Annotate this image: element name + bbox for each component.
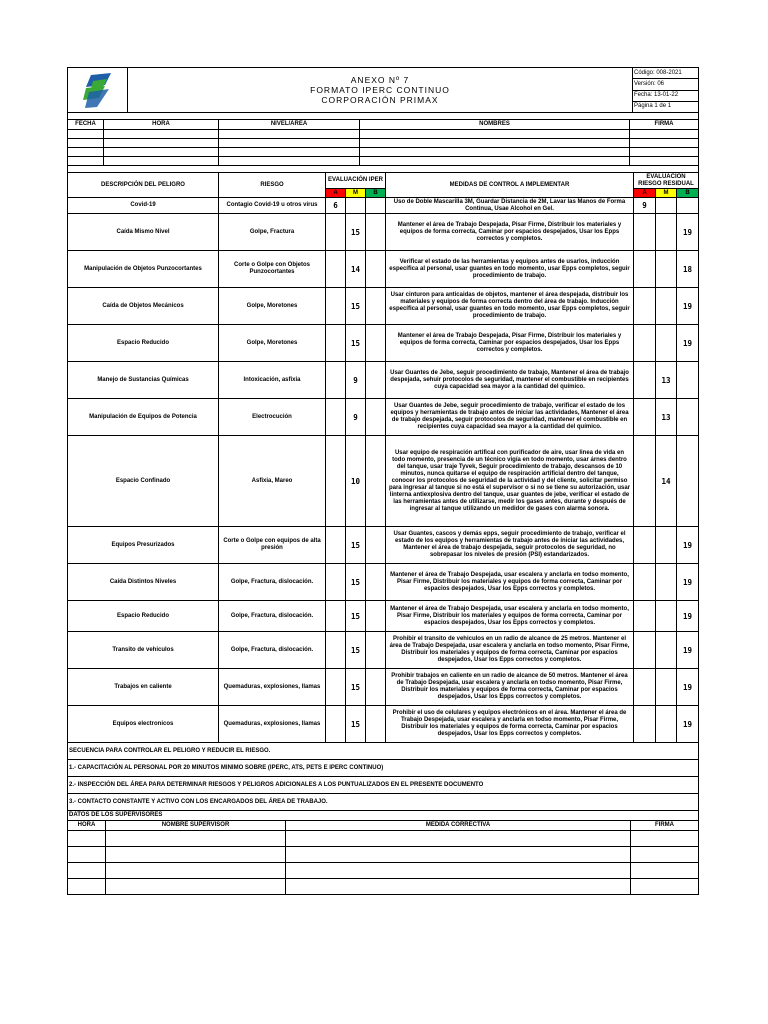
- firma-cell[interactable]: [630, 130, 699, 139]
- col-firma: FIRMA: [630, 120, 699, 130]
- sup-nombre-cell[interactable]: [106, 847, 286, 863]
- col-evaluacion-residual: EVALUACIÓN RIESGO RESIDUAL: [634, 173, 699, 189]
- fecha-cell[interactable]: [68, 148, 104, 157]
- company-logo: [68, 68, 128, 113]
- col-hora: HORA: [104, 120, 219, 130]
- col-evaluacion-iper: EVALUACIÓN IPER: [326, 173, 386, 189]
- risk-rows: [68, 198, 699, 743]
- sup-firma-cell[interactable]: [631, 831, 699, 847]
- residual-a-cell: [634, 362, 656, 399]
- residual-a-cell: 9: [634, 198, 656, 214]
- residual-m-cell: 13: [656, 362, 677, 399]
- iper-b-cell: [366, 362, 386, 399]
- risk-cell: Golpe, Fractura: [219, 214, 326, 251]
- measure-cell: Prohibir el transito de vehiculos en un radio de alcance de 25 metros. Mantener el área de Trabajo Despejada, usar escalera y anclarla en todso momento, Pisar Firme, Distribuir los materiales y equipos de forma correcta, Caminar por espacios despejados, Usar los Epps correctos y completos.: [386, 632, 634, 669]
- iper-a-cell: [326, 325, 346, 362]
- risk-cell: Golpe, Fractura, dislocación.: [219, 632, 326, 669]
- hazard-cell: Covid-19: [68, 198, 219, 214]
- risk-cell: Contagio Covid-19 u otros virus: [219, 198, 326, 214]
- doc-page: Página 1 de 1: [633, 101, 699, 112]
- iper-m-cell: 15: [346, 601, 366, 632]
- risk-row: [68, 198, 699, 214]
- level-a: A: [326, 189, 346, 198]
- col-nivel-area: NIVEL/ÁREA: [219, 120, 360, 130]
- sup-col-hora: HORA: [68, 821, 106, 831]
- residual-b-cell: 19: [677, 214, 699, 251]
- iper-a-cell: [326, 706, 346, 743]
- nombres-cell[interactable]: [360, 139, 630, 148]
- measure-cell: Mantener el área de Trabajo Despejada, usar escalera y anclarla en todso momento, Pisar Firme, Distribuir los materiales y equipos de forma correcta, Caminar por espacios despejados, Usar los Epps correctos y completos.: [386, 564, 634, 601]
- iperc-form: [67, 67, 698, 895]
- sup-firma-cell[interactable]: [631, 847, 699, 863]
- risk-cell: Golpe, Moretones: [219, 325, 326, 362]
- sequence-table: [67, 743, 699, 895]
- sequence-step-3: 3.- CONTACTO CONSTANTE Y ACTIVO CON LOS ENCARGADOS DEL ÁREA DE TRABAJO.: [68, 794, 699, 811]
- sequence-step-2: 2.- INSPECCIÓN DEL ÁREA PARA DETERMINAR RIESGOS Y PELIGROS ADICIONALES A LOS PUNTUALIZADOS EN EL PRESENTE DOCUMENTO: [68, 777, 699, 794]
- area-cell[interactable]: [219, 148, 360, 157]
- iper-b-cell: [366, 399, 386, 436]
- iper-b-cell: [366, 198, 386, 214]
- iper-a-cell: [326, 564, 346, 601]
- sup-hora-cell[interactable]: [68, 879, 106, 895]
- risk-row: [68, 669, 699, 706]
- iper-b-cell: [366, 669, 386, 706]
- risk-cell: Asfixia, Mareo: [219, 436, 326, 527]
- measure-cell: Usar Guantes, cascos y demás epps, seguir procedimiento de trabajo, verificar el estado de los equipos y herramientas de trabajo antes de iniciar las actividades, Mantener el área de trabajo despejada, seguir protocolos de seguridad, no sobrepasar los niveles de presión (PSI) estandarizados.: [386, 527, 634, 564]
- risk-table: [67, 173, 699, 743]
- doc-date: Fecha: 13-01-22: [633, 90, 699, 101]
- residual-m-cell: [656, 214, 677, 251]
- iper-a-cell: [326, 601, 346, 632]
- risk-cell: Quemaduras, explosiones, llamas: [219, 706, 326, 743]
- nombres-cell[interactable]: [360, 148, 630, 157]
- residual-b-cell: 19: [677, 527, 699, 564]
- iper-m-cell: 14: [346, 251, 366, 288]
- residual-b-cell: 19: [677, 669, 699, 706]
- residual-b-cell: 19: [677, 325, 699, 362]
- sup-col-firma: FIRMA: [631, 821, 699, 831]
- sup-hora-cell[interactable]: [68, 847, 106, 863]
- level-b: B: [366, 189, 386, 198]
- doc-version: Versión: 06: [633, 79, 699, 90]
- measure-cell: Usar Guantes de Jebe, seguir procedimiento de trabajo, Mantener el área de trabajo despejada, sehuir protocolos de seguridad, mantener el combustible en recipientes cuya capacidad sea mayor a la cantidad del químico.: [386, 362, 634, 399]
- hazard-cell: Transito de vehiculos: [68, 632, 219, 669]
- risk-row: [68, 436, 699, 527]
- residual-a-cell: [634, 564, 656, 601]
- measure-cell: Prohibir el uso de celulares y equipos electrónicos en el área. Mantener el área de Trabajo Despejada, usar escalera y anclarla en todso momento, Pisar Firme, Distribuir los materiales y equipos de forma correcta, Caminar por espacios despejados, Usar los Epps correctos y completos.: [386, 706, 634, 743]
- doc-code: Código: 008-2021: [633, 68, 699, 79]
- residual-b-cell: 19: [677, 288, 699, 325]
- residual-level-m: M: [656, 189, 677, 198]
- residual-m-cell: [656, 251, 677, 288]
- iper-m-cell: 9: [346, 362, 366, 399]
- residual-m-cell: [656, 527, 677, 564]
- residual-m-cell: 13: [656, 399, 677, 436]
- residual-a-cell: [634, 251, 656, 288]
- iper-a-cell: [326, 632, 346, 669]
- risk-row: [68, 601, 699, 632]
- firma-cell[interactable]: [630, 148, 699, 157]
- residual-b-cell: 19: [677, 706, 699, 743]
- personnel-table: [67, 113, 699, 173]
- residual-a-cell: [634, 214, 656, 251]
- residual-level-a: A: [634, 189, 656, 198]
- col-fecha: FECHA: [68, 120, 104, 130]
- hazard-cell: Caída Distintos Niveles: [68, 564, 219, 601]
- col-nombres: NOMBRES: [360, 120, 630, 130]
- measure-cell: Prohibir trabajos en caliente en un radio de alcance de 50 metros. Mantener el área de Trabajo Despejada, usar escalera y anclarla en todso momento, Pisar Firme, Distribuir los materiales y equipos de forma correcta, Caminar por espacios despejados, Usar los Epps correctos y completos.: [386, 669, 634, 706]
- iper-a-cell: [326, 436, 346, 527]
- iper-a-cell: [326, 288, 346, 325]
- sup-medida-cell[interactable]: [286, 863, 631, 879]
- hazard-cell: Equipos Presurizados: [68, 527, 219, 564]
- residual-m-cell: [656, 325, 677, 362]
- sequence-step-1: 1.- CAPACITACIÓN AL PERSONAL POR 20 MINUTOS MINIMO SOBRE (IPERC, ATS, PETS E IPERC CONTINUO): [68, 760, 699, 777]
- col-riesgo: RIESGO: [219, 173, 326, 198]
- residual-b-cell: 19: [677, 601, 699, 632]
- level-m: M: [346, 189, 366, 198]
- residual-m-cell: [656, 288, 677, 325]
- hazard-cell: Espacio Confinado: [68, 436, 219, 527]
- residual-b-cell: [677, 198, 699, 214]
- sup-nombre-cell[interactable]: [106, 863, 286, 879]
- iper-b-cell: [366, 601, 386, 632]
- area-cell[interactable]: [219, 130, 360, 139]
- iper-b-cell: [366, 632, 386, 669]
- iper-b-cell: [366, 527, 386, 564]
- iper-b-cell: [366, 436, 386, 527]
- col-descripcion: DESCRIPCIÓN DEL PELIGRO: [68, 173, 219, 198]
- residual-b-cell: 19: [677, 632, 699, 669]
- sup-nombre-cell[interactable]: [106, 831, 286, 847]
- iper-b-cell: [366, 706, 386, 743]
- hazard-cell: Manejo de Sustancias Químicas: [68, 362, 219, 399]
- residual-b-cell: [677, 362, 699, 399]
- iper-m-cell: [346, 198, 366, 214]
- residual-a-cell: [634, 288, 656, 325]
- residual-m-cell: [656, 632, 677, 669]
- risk-cell: Golpe, Moretones: [219, 288, 326, 325]
- hora-cell[interactable]: [104, 148, 219, 157]
- iper-b-cell: [366, 288, 386, 325]
- risk-cell: Corte o Golpe con equipos de alta presión: [219, 527, 326, 564]
- iper-m-cell: 15: [346, 214, 366, 251]
- area-cell[interactable]: [219, 139, 360, 148]
- risk-row: [68, 399, 699, 436]
- firma-cell[interactable]: [630, 139, 699, 148]
- hazard-cell: Espacio Reducido: [68, 325, 219, 362]
- iper-m-cell: 15: [346, 632, 366, 669]
- iper-b-cell: [366, 251, 386, 288]
- iper-m-cell: 9: [346, 399, 366, 436]
- measure-cell: Mantener el área de Trabajo Despejada, Pisar Firme, Distribuir los materiales y equipos de forma correcta, Caminar por espacios despejados, Usar los Epps correctos y completos.: [386, 214, 634, 251]
- residual-b-cell: 18: [677, 251, 699, 288]
- residual-a-cell: [634, 601, 656, 632]
- residual-b-cell: 19: [677, 564, 699, 601]
- format-title: FORMATO IPERC CONTINUO: [310, 85, 450, 95]
- risk-row: [68, 527, 699, 564]
- fecha-cell[interactable]: [68, 157, 104, 166]
- sup-hora-cell[interactable]: [68, 863, 106, 879]
- iper-m-cell: 15: [346, 527, 366, 564]
- sup-hora-cell[interactable]: [68, 831, 106, 847]
- iper-m-cell: 15: [346, 325, 366, 362]
- hora-cell[interactable]: [104, 130, 219, 139]
- residual-a-cell: [634, 706, 656, 743]
- risk-row: [68, 288, 699, 325]
- nombres-cell[interactable]: [360, 130, 630, 139]
- iper-a-cell: [326, 214, 346, 251]
- residual-b-cell: [677, 436, 699, 527]
- measure-cell: Uso de Doble Mascarilla 3M, Guardar Distancia de 2M, Lavar las Manos de Forma Continua, Usae Alcohol en Gel.: [386, 198, 634, 214]
- measure-cell: Mantener el área de Trabajo Despejada, Pisar Firme, Distribuir los materiales y equipos de forma correcta, Caminar por espacios despejados, Usar los Epps correctos y completos.: [386, 325, 634, 362]
- iper-b-cell: [366, 214, 386, 251]
- sup-nombre-cell[interactable]: [106, 879, 286, 895]
- col-medidas: MEDIDAS DE CONTROL A IMPLEMENTAR: [386, 173, 634, 198]
- hazard-cell: Manipulación de Equipos de Potencia: [68, 399, 219, 436]
- risk-row: [68, 325, 699, 362]
- risk-row: [68, 564, 699, 601]
- sup-firma-cell[interactable]: [631, 879, 699, 895]
- measure-cell: Usar Guantes de Jebe, seguir procedimiento de trabajo, verificar el estado de los equipos y herramientas de trabajo antes de iniciar las actividades, Mantener el área de trabajo despejada, seguir protocolos de seguridad, mantener el combustible en recipientes cuya capacidad sea mayor a la cantidad del químico.: [386, 399, 634, 436]
- fecha-cell[interactable]: [68, 130, 104, 139]
- iper-b-cell: [366, 325, 386, 362]
- measure-cell: Usar equipo de respiración artifical con purificador de aire, usar linea de vida en todo momento, presencia de un técnico vigía en todo momento, usar árnes dentro del tanque, usar traje Tyvek, Seguir procedimiento de trabajo, descansos de 10 minutos, nunca quitarse el equipo de respiración artificial dentro del tanque, conocer los protocolos de seguridad de la actividad y del cliente, solicitar permiso para ingresar al tanque si no está el supervisor o si no se tiene su autorización, usar linterna antiexplosiva dentro del tanque, usar guantes de jebe, verificar el estado de las herramientas antes de utilizarse, medir los gases antes, durante y después de ingresar al tanque utilizando un medidor de gases con alarma sonora.: [386, 436, 634, 527]
- risk-cell: Golpe, Fractura, dislocación.: [219, 564, 326, 601]
- residual-b-cell: [677, 399, 699, 436]
- sup-col-medida: MEDIDA CORRECTIVA: [286, 821, 631, 831]
- residual-m-cell: [656, 706, 677, 743]
- primax-logo-icon: [83, 71, 113, 109]
- residual-a-cell: [634, 632, 656, 669]
- risk-cell: Corte o Golpe con Objetos Punzocortantes: [219, 251, 326, 288]
- hazard-cell: Trabajos en caliente: [68, 669, 219, 706]
- iper-b-cell: [366, 564, 386, 601]
- sup-medida-cell[interactable]: [286, 847, 631, 863]
- iper-m-cell: 10: [346, 436, 366, 527]
- residual-m-cell: [656, 601, 677, 632]
- company-title: CORPORACIÓN PRIMAX: [321, 95, 439, 105]
- fecha-cell[interactable]: [68, 139, 104, 148]
- iper-a-cell: [326, 527, 346, 564]
- risk-row: [68, 362, 699, 399]
- sup-firma-cell[interactable]: [631, 863, 699, 879]
- hazard-cell: Caída Mismo Nivel: [68, 214, 219, 251]
- form-title-block: [128, 68, 633, 113]
- residual-a-cell: [634, 669, 656, 706]
- iper-a-cell: [326, 362, 346, 399]
- risk-cell: Intoxicación, asfixia: [219, 362, 326, 399]
- iper-m-cell: 15: [346, 669, 366, 706]
- area-cell[interactable]: [219, 157, 360, 166]
- residual-m-cell: [656, 669, 677, 706]
- iper-a-cell: 6: [326, 198, 346, 214]
- iper-m-cell: 15: [346, 706, 366, 743]
- iper-a-cell: [326, 251, 346, 288]
- iper-m-cell: 15: [346, 564, 366, 601]
- spacer: [68, 166, 699, 173]
- sup-medida-cell[interactable]: [286, 879, 631, 895]
- risk-row: [68, 251, 699, 288]
- risk-cell: Golpe, Fractura, dislocación.: [219, 601, 326, 632]
- residual-level-b: B: [677, 189, 699, 198]
- hazard-cell: Caída de Objetos Mecánicos: [68, 288, 219, 325]
- risk-row: [68, 214, 699, 251]
- measure-cell: Mantener el área de Trabajo Despejada, usar escalera y anclarla en todso momento, Pisar Firme, Distribuir los materiales y equipos de forma correcta, Caminar por espacios despejados, Usar los Epps correctos y completos.: [386, 601, 634, 632]
- risk-cell: Quemaduras, explosiones, llamas: [219, 669, 326, 706]
- risk-row: [68, 632, 699, 669]
- residual-a-cell: [634, 399, 656, 436]
- firma-cell[interactable]: [630, 157, 699, 166]
- iper-m-cell: 15: [346, 288, 366, 325]
- iper-a-cell: [326, 669, 346, 706]
- sup-medida-cell[interactable]: [286, 831, 631, 847]
- nombres-cell[interactable]: [360, 157, 630, 166]
- residual-a-cell: [634, 325, 656, 362]
- hazard-cell: Espacio Reducido: [68, 601, 219, 632]
- residual-a-cell: [634, 436, 656, 527]
- supervisors-title: DATOS DE LOS SUPERVISORES: [68, 811, 699, 821]
- hora-cell[interactable]: [104, 157, 219, 166]
- annex-title: ANEXO Nº 7: [350, 75, 410, 85]
- risk-cell: Electrocución: [219, 399, 326, 436]
- residual-a-cell: [634, 527, 656, 564]
- iper-a-cell: [326, 399, 346, 436]
- risk-row: [68, 706, 699, 743]
- hora-cell[interactable]: [104, 139, 219, 148]
- hazard-cell: Equipos electronicos: [68, 706, 219, 743]
- hazard-cell: Manipulación de Objetos Punzocortantes: [68, 251, 219, 288]
- sup-col-nombre: NOMBRE SUPERVISOR: [106, 821, 286, 831]
- measure-cell: Verificar el estado de las herramientas y equipos antes de usarlos, inducción específica al personal, usar guantes en todo momento, usar Epps completos, seguir procedimiento de trabajo.: [386, 251, 634, 288]
- residual-m-cell: [656, 564, 677, 601]
- sequence-title: SECUENCIA PARA CONTROLAR EL PELIGRO Y REDUCIR EL RIESGO.: [68, 743, 699, 760]
- residual-m-cell: 14: [656, 436, 677, 527]
- residual-m-cell: [656, 198, 677, 214]
- measure-cell: Usar cinturon para anticaidas de objetos, mantener el área despejada, distribuir los materiales y equipos de forma correcta dentro del área de trabajo. Inducción específica al personal, usar guantes en todo momento, usar Epps completos, seguir procedimiento de trabajo.: [386, 288, 634, 325]
- form-header: [67, 67, 699, 113]
